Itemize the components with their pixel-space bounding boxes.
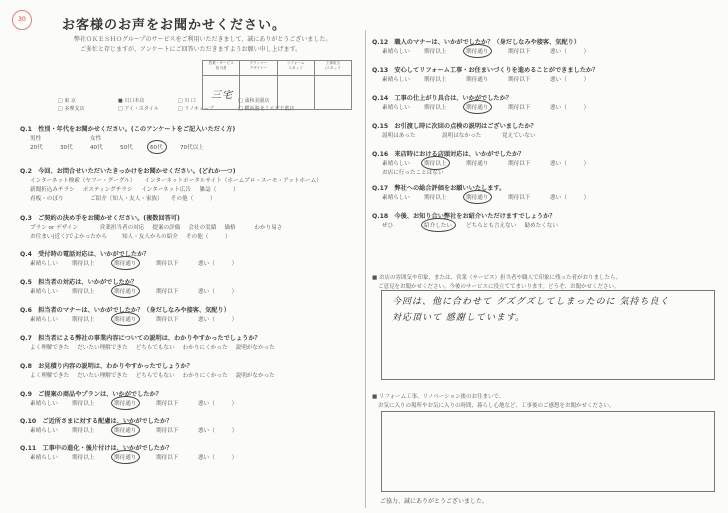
answer-circle-mark <box>111 423 140 437</box>
answer-option[interactable]: 期待以上 <box>72 455 95 461</box>
answer-option[interactable]: 60代 <box>150 145 163 151</box>
store-checkbox[interactable]: □ 浦和美園店 <box>238 98 270 104</box>
answer-option[interactable]: 期待通り <box>114 317 137 323</box>
answer-option[interactable]: 看板・のぼり <box>30 196 64 202</box>
answer-option[interactable]: 素晴らしい <box>382 77 410 83</box>
store-checkbox[interactable]: □ 多摩支店 <box>58 106 85 112</box>
answer-option[interactable]: 30代 <box>60 145 73 151</box>
answer-option[interactable]: どちらとも言えない <box>466 223 517 229</box>
answer-option[interactable]: 期待以上 <box>72 401 95 407</box>
answer-option[interactable]: 素晴らしい <box>382 105 410 111</box>
answer-option[interactable]: 男性 <box>30 136 42 142</box>
answer-option[interactable]: インターネット検索（ヤフー・グーグル） <box>30 178 136 184</box>
answer-option[interactable]: 期待以下 <box>508 105 531 111</box>
column-divider <box>365 30 366 508</box>
staff-table <box>202 60 352 110</box>
answer-option[interactable]: 期待以下 <box>156 261 179 267</box>
question-left-0: Q.1 性別・年代をお聞かせください。(このアンケートをご記入いただく方) <box>20 126 236 133</box>
answer-option[interactable]: 期待以下 <box>156 455 179 461</box>
answer-option[interactable]: 期待通り <box>466 161 489 167</box>
answer-option[interactable]: 期待以下 <box>156 317 179 323</box>
question-left-1: Q.2 今回、お問合せいただいたきっかけをお聞かせください。(どれか一つ) <box>20 168 236 175</box>
answer-circle-mark <box>463 100 492 114</box>
answer-option[interactable]: 悪い（ ） <box>198 317 238 323</box>
answer-circle-mark <box>111 284 140 298</box>
answer-option[interactable]: 期待通り <box>466 49 489 55</box>
answer-option[interactable]: 悪い（ ） <box>198 455 238 461</box>
store-checkbox[interactable]: □ 東 京 <box>58 98 76 104</box>
answer-option[interactable]: 素晴らしい <box>30 428 58 434</box>
question-right-2: Q.14 工事の仕上がり具合は、いかがでしたか？ <box>372 95 512 102</box>
answer-option[interactable]: 悪い（ ） <box>550 105 590 111</box>
store-checkbox[interactable]: ■ 川口本店 <box>118 98 145 104</box>
question-right-1: Q.13 安心してリフォーム工事・お住まいづくりを進めることができましたか？ <box>372 67 599 74</box>
answer-option[interactable]: 知人・友人からの紹介 <box>122 234 178 240</box>
answer-option[interactable]: 期待以上 <box>424 161 447 167</box>
answer-option[interactable]: 悪い（ ） <box>198 428 238 434</box>
question-left-7: Q.8 お見積り内容の説明は、わかりやすかったでしょうか？ <box>20 363 193 370</box>
answer-option[interactable]: 説明はなかった <box>442 133 482 139</box>
answer-option[interactable]: よく理解できた <box>30 345 70 351</box>
answer-option[interactable]: 悪い（ ） <box>550 49 590 55</box>
answer-option[interactable]: 会社の実績 <box>188 225 217 231</box>
answer-option[interactable]: 期待以下 <box>156 289 179 295</box>
answer-option[interactable]: 期待以下 <box>156 401 179 407</box>
answer-option[interactable]: ポスティングチラシ <box>82 187 133 193</box>
answer-option[interactable]: 期待通り <box>466 105 489 111</box>
answer-circle-mark <box>463 190 492 204</box>
answer-option[interactable]: どちらでもない <box>135 345 175 351</box>
answer-circle-mark <box>111 450 140 464</box>
answer-option[interactable]: 覚えていない <box>502 133 536 139</box>
answer-option[interactable]: わかりにくかった <box>182 373 228 379</box>
answer-option[interactable]: 期待以下 <box>508 161 531 167</box>
answer-option[interactable]: 期待通り <box>466 77 489 83</box>
answer-option[interactable]: 素晴らしい <box>382 195 410 201</box>
answer-option[interactable]: だいたい理解できた <box>77 345 128 351</box>
answer-option[interactable]: 素晴らしい <box>30 289 58 295</box>
footer-thanks: ご協力、誠にありがとうございました。 <box>380 498 489 505</box>
question-left-10: Q.11 工事中の進化・後片付けは、いかがでしたか？ <box>20 445 173 452</box>
page-title: お客様のお声をお聞かせください。 <box>62 18 287 33</box>
question-left-3: Q.4 受付時の電話対応は、いかがでしたか？ <box>20 251 150 258</box>
answer-option[interactable]: 期待通り <box>114 455 137 461</box>
staff-col-header: リフォーム スタッフ <box>278 61 315 75</box>
answer-option[interactable]: 悪い（ ） <box>550 77 590 83</box>
store-checkbox[interactable]: □ リノキューブ <box>178 106 214 112</box>
intro-line-1: 弊社ＯＫＥＳＨＯグループのサービスをご利用いただきまして、誠にありがとうございました。 <box>74 36 332 43</box>
staff-signature: 三宅 <box>211 90 233 101</box>
answer-option[interactable]: どちらでもない <box>135 373 175 379</box>
answer-option[interactable]: 悪い（ ） <box>550 195 590 201</box>
question-left-9: Q.10 ご近所さまに対する配慮は、いかがでしたか？ <box>20 418 173 425</box>
answer-option[interactable]: だいたい理解できた <box>77 373 128 379</box>
comment2-label-2: お気に入りの場所やお気に入りの時間、暮らし心地など、工事後のご感想をお聞かせください。 <box>378 403 615 409</box>
answer-option[interactable]: 悪い（ ） <box>198 401 238 407</box>
answer-option[interactable]: インターネット広告 <box>141 187 192 193</box>
staff-col-header: 営業・サービス 担当者 <box>203 61 240 75</box>
answer-option[interactable]: 期待以下 <box>508 195 531 201</box>
answer-option[interactable]: その他（ ） <box>186 234 231 240</box>
answer-option[interactable]: インターネットポータルサイト（ホームプロ・スーモ・アットホーム） <box>144 178 322 184</box>
comment1-label-1: ■ お店の雰囲気や印象、または、営業（サービス）担当者や職人で印象に残った者がおりましたら、 <box>372 275 621 281</box>
question-left-8: Q.9 ご提案の商品やプランは、いかがでしたか？ <box>20 391 162 398</box>
answer-option[interactable]: 説明はあった <box>382 133 416 139</box>
answer-option[interactable]: 期待以上 <box>72 317 95 323</box>
answer-option[interactable]: 期待以下 <box>156 428 179 434</box>
answer-option[interactable]: 説明がなかった <box>235 373 275 379</box>
answer-option[interactable]: 期待通り <box>466 195 489 201</box>
answer-option[interactable]: 期待以上 <box>72 261 95 267</box>
answer-option[interactable]: わかりにくかった <box>182 345 228 351</box>
answer-circle-mark <box>421 156 450 170</box>
answer-option[interactable]: ぜひ <box>382 223 394 229</box>
question-left-5: Q.6 担当者のマナーは、いかがでしたか？（身だしなみや接客、気配り） <box>20 307 230 314</box>
answer-option[interactable]: プラン or デザイン <box>30 225 79 231</box>
answer-option[interactable]: 期待以上 <box>72 289 95 295</box>
answer-circle-mark <box>111 396 140 410</box>
question-right-4: Q.16 来店時における店頭対応は、いかがでしたか？ <box>372 151 525 158</box>
store-checkbox[interactable]: □ 横浜港北ミエデ千葉店 <box>238 106 295 112</box>
question-right-6: Q.18 今後、お知り合い弊社をお紹介いただけますでしょうか？ <box>372 213 556 220</box>
answer-option[interactable]: 期待以上 <box>424 195 447 201</box>
answer-option[interactable]: 説明がなかった <box>235 345 275 351</box>
question-right-0: Q.12 職人のマナーは、いかがでしたか？（身だしなみや接客、気配り） <box>372 39 581 46</box>
answer-option[interactable]: お住まい(近く)でよかったから <box>30 234 108 240</box>
question-left-2: Q.3 ご契約の決め手をお聞かせください。(複数回答可) <box>20 215 180 222</box>
answer-option[interactable]: 40代 <box>90 145 103 151</box>
answer-option[interactable]: 期待以下 <box>508 77 531 83</box>
number-stamp: 30 <box>12 10 32 30</box>
answer-option[interactable]: 期待以上 <box>424 77 447 83</box>
answer-option[interactable]: 悪い（ ） <box>198 261 238 267</box>
question-left-4: Q.5 担当者の対応は、いかがでしたか？ <box>20 279 138 286</box>
comment2-label-1: ■ リフォーム工事、リノベーション後のお住まいで、 <box>372 394 505 400</box>
comment1-label-2: ご意見をお聞かせください。今後のサービスに役立ててまいります。どうぞ、お聞かせください。 <box>378 284 620 290</box>
comment1-handwriting-1: 今回は、他に合わせて グズグズしてしまったのに 気持ち良く <box>392 297 670 307</box>
answer-option[interactable]: 素晴らしい <box>30 317 58 323</box>
answer-option[interactable]: 営業担当者の対応 <box>99 225 145 231</box>
answer-option[interactable]: ご紹介（知人・友人・家族） <box>90 196 163 202</box>
answer-option[interactable]: 悪い（ ） <box>550 161 590 167</box>
answer-option[interactable]: 期待以下 <box>508 49 531 55</box>
answer-option[interactable]: 雑誌（ ） <box>199 187 239 193</box>
answer-option[interactable]: 期待通り <box>114 289 137 295</box>
answer-option[interactable]: 新聞折込みチラシ <box>30 187 75 193</box>
staff-col-header: プランナー デザイナー <box>240 61 277 75</box>
answer-option[interactable]: 悪い（ ） <box>198 289 238 295</box>
answer-option[interactable]: よく理解できた <box>30 373 70 379</box>
answer-circle-mark <box>421 218 456 232</box>
answer-option[interactable]: 期待通り <box>114 261 137 267</box>
answer-option[interactable]: その他（ ） <box>170 196 216 202</box>
answer-option[interactable]: 50代 <box>120 145 133 151</box>
answer-option[interactable]: 勧めたくない <box>524 223 558 229</box>
answer-circle-mark <box>111 256 140 270</box>
answer-option[interactable]: 価格 <box>224 225 236 231</box>
staff-col-header: 工事担当 /スタッフ <box>325 61 341 70</box>
answer-option[interactable]: 期待通り <box>114 401 137 407</box>
question-left-6: Q.7 担当者による弊社の事業内容についての説明は、わかりやすかったでしょうか？ <box>20 335 261 342</box>
store-checkbox[interactable]: □ アイ・スタイル <box>118 106 159 112</box>
question-right-5: Q.17 弊社への総合評価をお願いいたします。 <box>372 185 506 192</box>
answer-option[interactable]: 紹介したい <box>424 223 452 229</box>
comment1-handwriting-2: 対応頂いて 感謝しています。 <box>392 313 526 323</box>
answer-option[interactable]: 提案の評価 <box>152 225 181 231</box>
store-checkbox[interactable]: □ 川 口 <box>178 98 196 104</box>
answer-option[interactable]: 期待以上 <box>424 49 447 55</box>
answer-option[interactable]: 素晴らしい <box>30 455 58 461</box>
comment2-box[interactable] <box>381 411 715 492</box>
answer-option[interactable]: 素晴らしい <box>30 261 58 267</box>
answer-option[interactable]: 素晴らしい <box>382 49 410 55</box>
answer-option[interactable]: 女性 <box>90 136 102 142</box>
answer-option[interactable]: 素晴らしい <box>30 401 58 407</box>
answer-circle-mark <box>463 44 492 58</box>
answer-circle-mark <box>111 312 140 326</box>
question-right-3: Q.15 お引渡し時に次回の点検の説明はございましたか？ <box>372 123 537 130</box>
answer-option[interactable]: 素晴らしい <box>382 161 410 167</box>
answer-option[interactable]: 期待通り <box>114 428 137 434</box>
answer-option[interactable]: 期待以上 <box>424 105 447 111</box>
answer-circle-mark <box>147 140 167 154</box>
answer-option[interactable]: わかり易さ <box>254 225 283 231</box>
answer-option[interactable]: 70代以上 <box>180 145 204 151</box>
answer-option[interactable]: 20代 <box>30 145 43 151</box>
answer-option[interactable]: 期待以上 <box>72 428 95 434</box>
answer-option[interactable]: お店に行ったことはない <box>382 170 444 176</box>
intro-line-2: ご多忙と存じますが、アンケートにご回答いただきますようお願い申し上げます。 <box>80 46 302 53</box>
